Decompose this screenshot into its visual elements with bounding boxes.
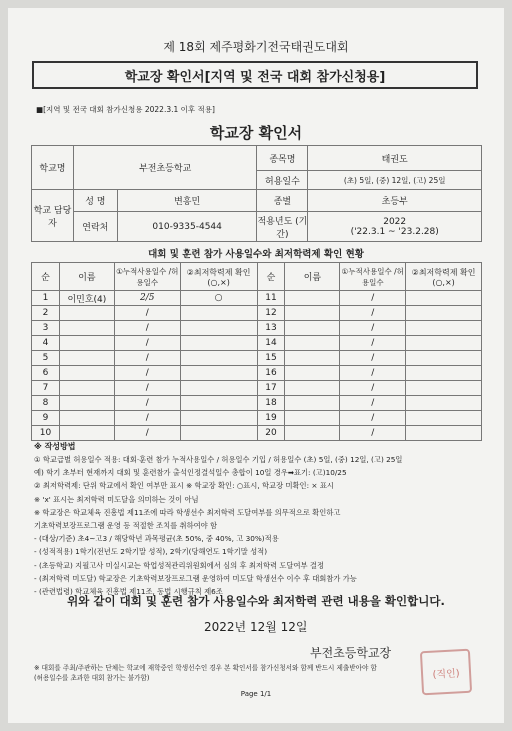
type-value: 초등부 bbox=[308, 190, 482, 212]
cell-left-no: 2 bbox=[32, 306, 60, 321]
cell-left-check bbox=[180, 321, 257, 336]
principal-name: 부전초등학교장 bbox=[310, 646, 392, 660]
cell-right-days: / bbox=[340, 306, 406, 321]
table-row bbox=[32, 321, 482, 336]
cell-right-check bbox=[406, 336, 482, 351]
info-table bbox=[31, 145, 482, 242]
cell-left-name bbox=[59, 396, 114, 411]
footer-warning-1: ※ 대회를 주최/주관하는 단체는 학교에 재학중인 학생선수인 경우 본 확인서를 참가신청서와 함께 반드시 제출받아야 함 bbox=[34, 664, 377, 672]
cell-left-name bbox=[59, 306, 114, 321]
cell-right-name bbox=[285, 321, 340, 336]
table-row bbox=[32, 426, 482, 441]
cell-right-days: / bbox=[340, 396, 406, 411]
cell-left-name bbox=[59, 336, 114, 351]
usage-section-title: 대회 및 훈련 참가 사용일수와 최저학력제 확인 현황 bbox=[148, 249, 364, 260]
col-name-2: 이름 bbox=[285, 263, 340, 291]
cell-right-name bbox=[285, 381, 340, 396]
cell-right-check bbox=[406, 291, 482, 306]
table-row bbox=[32, 306, 482, 321]
allowed-days-label: 허용일수 bbox=[257, 171, 308, 190]
cell-right-check bbox=[406, 381, 482, 396]
cell-left-name bbox=[59, 426, 114, 441]
cell-right-days: / bbox=[340, 366, 406, 381]
note-line: ② 최저학력제: 단위 학교에서 확인 여부만 표시 ※ 학교장 확인: ○표시, 학교장 미확인: × 표시 bbox=[34, 481, 334, 491]
cell-left-no: 1 bbox=[32, 291, 60, 306]
note-line: - (최저학력 미도달) 학교장은 기초학력보장프로그램 운영하여 미도달 학생선수 이수 후 대회참가 가능 bbox=[34, 573, 357, 583]
cell-left-name: 이민호(4) bbox=[59, 291, 114, 306]
cell-left-check bbox=[180, 381, 257, 396]
cell-right-check bbox=[406, 306, 482, 321]
table-row bbox=[32, 366, 482, 381]
cell-left-no: 3 bbox=[32, 321, 60, 336]
col-days-2: ①누적사용일수 /허용일수 bbox=[340, 263, 406, 291]
sport-value: 태권도 bbox=[308, 146, 482, 171]
cell-left-days: / bbox=[114, 306, 180, 321]
note-line: ① 학교급별 허용일수 적용: 대회·훈련 참가 누적사용일수 / 허용일수 기입 / 허용일수 (초) 5일, (중) 12일, (고) 25일 bbox=[34, 455, 403, 464]
cell-right-name bbox=[285, 426, 340, 441]
note-line: ※ 'x' 표시는 최저학력 미도달을 의미하는 것이 아님 bbox=[34, 494, 199, 504]
note-line: - (대상/기준) 초4~고3 / 해당학년 과목평균(초 50%, 중 40%, 고 30%)적용 bbox=[34, 534, 279, 544]
notes-list bbox=[34, 453, 402, 598]
cell-left-check: ○ bbox=[180, 291, 257, 306]
applied-period: ('22.3.1 ~ '23.2.28) bbox=[350, 226, 439, 237]
col-no-2: 순 bbox=[257, 263, 285, 291]
cell-left-check bbox=[180, 426, 257, 441]
cell-right-no: 16 bbox=[257, 366, 285, 381]
cell-left-check bbox=[180, 396, 257, 411]
note-line: - (초등학교) 지필고사 미실시교는 학업성적관리위원회에서 심의 후 최저학력 도달여부 결정 bbox=[34, 560, 325, 570]
cell-right-name bbox=[285, 366, 340, 381]
cell-left-days: / bbox=[114, 381, 180, 396]
footer-warning-2: (허용일수를 초과한 대회 참가는 불가함) bbox=[34, 674, 150, 682]
applied-label: 적용년도 (기간) bbox=[257, 212, 308, 242]
table-row bbox=[32, 396, 482, 411]
doc-title: 학교장 확인서 bbox=[209, 124, 303, 142]
cell-right-days: / bbox=[340, 321, 406, 336]
cell-right-check bbox=[406, 366, 482, 381]
cell-right-name bbox=[285, 306, 340, 321]
notes-heading: ※ 작성방법 bbox=[34, 442, 76, 451]
cell-left-no: 5 bbox=[32, 351, 60, 366]
cell-right-name bbox=[285, 336, 340, 351]
cell-right-days: / bbox=[340, 426, 406, 441]
event-title: 제 18회 제주평화기전국태권도대회 bbox=[163, 40, 349, 54]
type-label: 종별 bbox=[257, 190, 308, 212]
cell-left-days: / bbox=[114, 396, 180, 411]
manager-label: 학교 담당자 bbox=[32, 190, 74, 242]
cell-right-name bbox=[285, 291, 340, 306]
name-label: 성 명 bbox=[73, 190, 117, 212]
cell-left-name bbox=[59, 351, 114, 366]
cell-left-name bbox=[59, 321, 114, 336]
col-days: ①누적사용일수 /허용일수 bbox=[114, 263, 180, 291]
name-value: 변흥민 bbox=[117, 190, 257, 212]
cell-left-days: / bbox=[114, 336, 180, 351]
cell-left-days: / bbox=[114, 411, 180, 426]
usage-table bbox=[31, 262, 482, 441]
cell-left-name bbox=[59, 366, 114, 381]
cell-right-no: 12 bbox=[257, 306, 285, 321]
col-no: 순 bbox=[32, 263, 60, 291]
school-value: 부전초등학교 bbox=[73, 146, 257, 190]
applied-cell bbox=[308, 212, 482, 242]
cell-left-check bbox=[180, 306, 257, 321]
table-row bbox=[32, 336, 482, 351]
table-row bbox=[32, 351, 482, 366]
cell-left-days: / bbox=[114, 321, 180, 336]
cell-left-name bbox=[59, 411, 114, 426]
table-row bbox=[32, 291, 482, 306]
cell-right-check bbox=[406, 396, 482, 411]
table-row bbox=[32, 381, 482, 396]
allowed-days-value: (초) 5일, (중) 12일, (고) 25일 bbox=[308, 171, 482, 190]
cell-right-no: 13 bbox=[257, 321, 285, 336]
applied-year: 2022 bbox=[383, 216, 407, 227]
form-title: 학교장 확인서[지역 및 전국 대회 참가신청용] bbox=[124, 70, 386, 85]
cell-left-no: 10 bbox=[32, 426, 60, 441]
col-name: 이름 bbox=[59, 263, 114, 291]
note-line: ※ 학교장은 학교체육 진흥법 제11조에 따라 학생선수 최저학력 도달여부를 의무적으로 확인하고 bbox=[34, 507, 341, 517]
cell-left-days: / bbox=[114, 351, 180, 366]
note-line: 예) 학기 초부터 현재까지 대회 및 훈련참가 출석인정결석일수 총합이 10일 경우➡표기: (고)10/25 bbox=[34, 468, 347, 478]
cell-left-no: 6 bbox=[32, 366, 60, 381]
cell-right-name bbox=[285, 396, 340, 411]
cell-right-check bbox=[406, 426, 482, 441]
cell-right-no: 20 bbox=[257, 426, 285, 441]
school-label: 학교명 bbox=[32, 146, 74, 190]
col-check: ②최저학력제 확인(○,×) bbox=[180, 263, 257, 291]
cell-right-no: 15 bbox=[257, 351, 285, 366]
cell-right-days: / bbox=[340, 381, 406, 396]
cell-right-no: 14 bbox=[257, 336, 285, 351]
col-check-2: ②최저학력제 확인(○,×) bbox=[406, 263, 482, 291]
cell-left-no: 7 bbox=[32, 381, 60, 396]
cell-right-no: 19 bbox=[257, 411, 285, 426]
official-seal bbox=[420, 649, 472, 696]
cell-left-days: / bbox=[114, 366, 180, 381]
cell-left-no: 4 bbox=[32, 336, 60, 351]
cell-left-check bbox=[180, 366, 257, 381]
confirm-date: 2022년 12월 12일 bbox=[204, 620, 308, 634]
contact-value: 010-9335-4544 bbox=[117, 212, 257, 242]
cell-left-no: 8 bbox=[32, 396, 60, 411]
cell-right-no: 18 bbox=[257, 396, 285, 411]
cell-right-days: / bbox=[340, 291, 406, 306]
note-line: - (성적적용) 1학기(전년도 2학기말 성적), 2학기(당해연도 1학기말 성적) bbox=[34, 547, 268, 557]
cell-left-check bbox=[180, 411, 257, 426]
sport-label: 종목명 bbox=[257, 146, 308, 171]
cell-left-days: 2/5 bbox=[114, 291, 180, 306]
note-line: - (관련법령) 학교체육 진흥법 제11조, 동법 시행규칙 제6조 bbox=[34, 587, 223, 597]
cell-right-check bbox=[406, 321, 482, 336]
cell-left-name bbox=[59, 381, 114, 396]
cell-right-days: / bbox=[340, 351, 406, 366]
seal-label: (직인) bbox=[432, 667, 460, 681]
contact-label: 연락처 bbox=[73, 212, 117, 242]
form-note: ■[지역 및 전국 대회 참가신청용 2022.3.1 이후 적용] bbox=[36, 105, 215, 114]
cell-right-name bbox=[285, 351, 340, 366]
cell-right-no: 17 bbox=[257, 381, 285, 396]
cell-left-check bbox=[180, 336, 257, 351]
cell-left-no: 9 bbox=[32, 411, 60, 426]
page-number: Page 1/1 bbox=[240, 690, 272, 698]
cell-right-no: 11 bbox=[257, 291, 285, 306]
confirm-statement: 위와 같이 대회 및 훈련 참가 사용일수와 최저학력 관련 내용을 확인합니다. bbox=[67, 594, 445, 608]
cell-right-check bbox=[406, 351, 482, 366]
table-row bbox=[32, 411, 482, 426]
note-line: 기초학력보장프로그램 운영 등 적절한 조치를 취하여야 함 bbox=[34, 521, 218, 531]
cell-right-days: / bbox=[340, 411, 406, 426]
cell-right-name bbox=[285, 411, 340, 426]
cell-right-days: / bbox=[340, 336, 406, 351]
cell-left-check bbox=[180, 351, 257, 366]
cell-left-days: / bbox=[114, 426, 180, 441]
cell-right-check bbox=[406, 411, 482, 426]
